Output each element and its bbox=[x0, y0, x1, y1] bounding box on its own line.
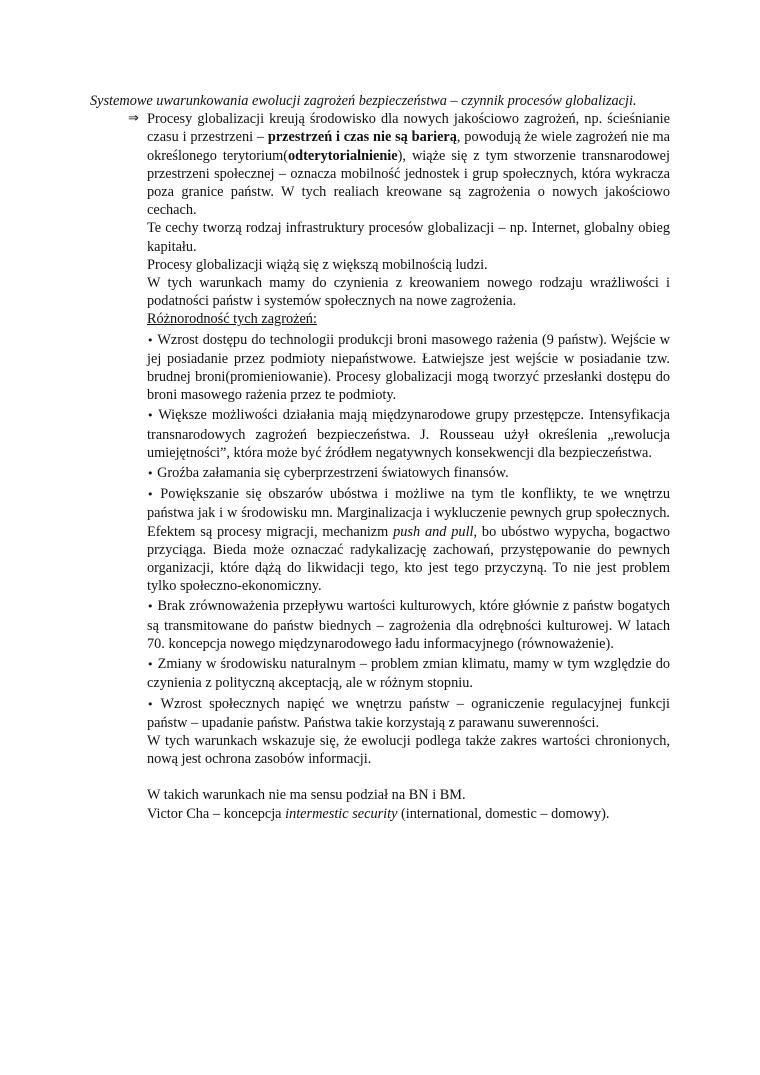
bullet-icon: • bbox=[147, 467, 154, 481]
intro-text-1: Procesy globalizacji kreują środowisko dla nowych jakościowo zagrożeń, np. ścieśnianie czasu i przestrzeni – bbox=[147, 111, 670, 146]
bullet-icon: • bbox=[147, 600, 154, 614]
intro-paragraph bbox=[147, 110, 670, 219]
cha-paragraph bbox=[147, 805, 670, 823]
bullet-item bbox=[147, 597, 670, 653]
bullet-text: Groźba załamania się cyberprzestrzeni światowych finansów. bbox=[157, 465, 509, 482]
bullet-item bbox=[147, 485, 670, 595]
bullet-text: , bo ubóstwo wypycha, bogactwo przyciąga. Bieda może oznaczać radykalizację zachowań, przystępowanie do pewnych organizacji, które dążą do likwidacji tego, kto jest tego przyczyną. To nie jest problem tylko społeczno-ekonomiczny. bbox=[147, 523, 670, 595]
document-page bbox=[90, 92, 670, 823]
bullet-text: Powiększanie się obszarów ubóstwa i możliwe na tym tle konflikty, te we wnętrzu państwa jak i w środowisku mn. Marginalizacja i wykluczenie pewnych grup społecznych. Efektem są procesy migracji, mechanizm bbox=[147, 486, 670, 540]
bullet-italic-term: push and pull bbox=[393, 523, 474, 540]
diversity-heading: Różnorodność tych zagrożeń: bbox=[147, 311, 317, 328]
blank-line bbox=[147, 768, 670, 786]
bullet-item bbox=[147, 695, 670, 732]
cha-italic-term: intermestic security bbox=[285, 805, 398, 822]
cha-text-2: (international, domestic – domowy). bbox=[397, 805, 610, 822]
bullet-item bbox=[147, 464, 670, 483]
bullet-item bbox=[147, 655, 670, 692]
bullet-item bbox=[147, 331, 670, 405]
infrastructure-paragraph: Te cechy tworzą rodzaj infrastruktury procesów globalizacji – np. Internet, globalny obieg kapitału. bbox=[147, 220, 670, 255]
bullet-text: Brak zrównoważenia przepływu wartości kulturowych, które głównie z państw bogatych są transmitowane do państw biednych – zagrożenia dla odrębności kulturowej. W latach 70. koncepcja nowego międzynarodowego ładu informacyjnego (równoważenie). bbox=[147, 598, 670, 652]
mobility-paragraph: Procesy globalizacji wiążą się z większą mobilnością ludzi. bbox=[147, 256, 488, 273]
bullet-icon: • bbox=[147, 697, 154, 711]
intro-text-2: , powodują że wiele zagrożeń nie ma określonego terytorium( bbox=[147, 129, 670, 164]
bullet-item bbox=[147, 406, 670, 462]
vulnerability-paragraph: W tych warunkach mamy do czynienia z kreowaniem nowego rodzaju wrażliwości i podatności państw i systemów społecznych na nowe zagrożenia. bbox=[147, 275, 670, 310]
bullet-text: Wzrost społecznych napięć we wnętrzu państw – ograniczenie regulacyjnej funkcji państw – upadanie państw. Państwa takie korzystają z parawanu suwerenności. bbox=[147, 695, 670, 731]
bullet-icon: • bbox=[147, 333, 154, 347]
document-body bbox=[128, 110, 671, 823]
bullet-text: Zmiany w środowisku naturalnym – problem zmian klimatu, mamy w tym względzie do czynienia z polityczną akceptacją, ale w różnym stopniu. bbox=[147, 656, 671, 692]
implies-arrow-icon: ⇒ bbox=[128, 111, 139, 127]
bullet-text: Wzrost dostępu do technologii produkcji broni masowego rażenia (9 państw). Wejście w jej posiadanie przez podmioty niepaństwowe. Łatwiejsze jest wejście w posiadanie tzw. brudnej broni(promieniowanie). Procesy globalizacji mogą tworzyć przesłanki dostępu do broni masowego rażenia przez te podmioty. bbox=[147, 331, 670, 404]
bullet-text: Większe możliwości działania mają międzynarodowe grupy przestępcze. Intensyfikacja transnarodowych zagrożeń bezpieczeństwa. J. Rousseau użył określenia „rewolucja umiejętności”, która może być źródłem negatywnych konsekwencji dla bezpieczeństwa. bbox=[147, 407, 670, 461]
bn-bm-paragraph: W takich warunkach nie ma sensu podział na BN i BM. bbox=[147, 787, 466, 804]
intro-bold-phrase: przestrzeń i czas nie są barierą bbox=[267, 129, 457, 146]
intro-text-3: ), wiąże się z tym stworzenie transnarodowej przestrzeni społecznej – oznacza mobilność jednostek i grup społecznych, która wykracza poza granice państw. W tych realiach kreowane są zagrożenia o nowych jakościowo cechach. bbox=[147, 147, 670, 219]
cha-text-1: Victor Cha – koncepcja bbox=[147, 805, 286, 822]
values-paragraph: W tych warunkach wskazuje się, że ewolucji podlega także zakres wartości chronionych, nową jest ochrona zasobów informacji. bbox=[147, 732, 670, 768]
bullet-icon: • bbox=[147, 658, 154, 672]
intro-bold-term: odterytorialnienie bbox=[288, 147, 398, 164]
bullet-icon: • bbox=[147, 409, 154, 423]
section-title: Systemowe uwarunkowania ewolucji zagrożeń bezpieczeństwa – czynnik procesów globalizacji. bbox=[90, 93, 637, 109]
bullet-icon: • bbox=[147, 488, 154, 502]
